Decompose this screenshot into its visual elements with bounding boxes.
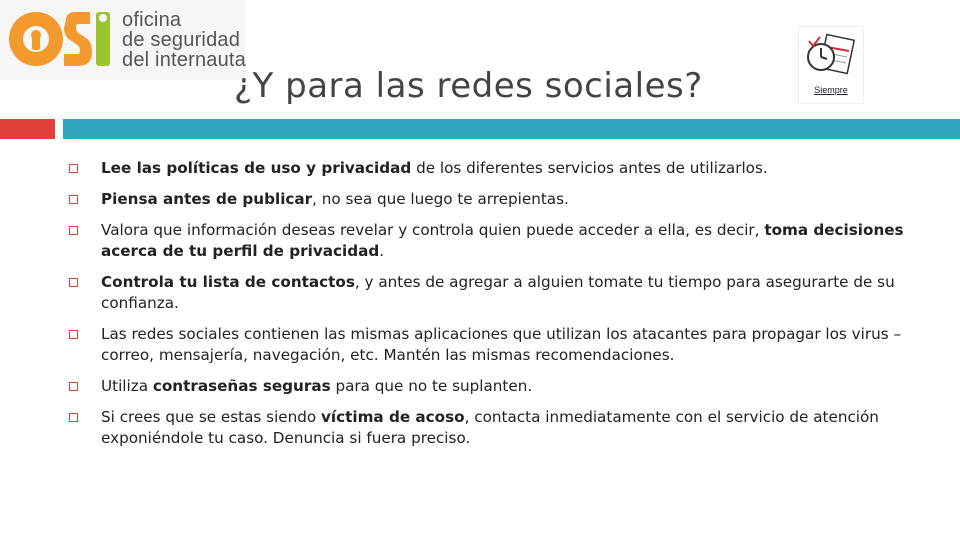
bullet-item <box>66 407 926 449</box>
bullet-item <box>66 324 926 366</box>
bullet-text: Valora que información deseas revelar y controla quien puede acceder a ella, es decir, <box>101 221 765 239</box>
bullet-marker-icon <box>69 164 78 173</box>
logo-line-2: de seguridad <box>122 29 241 51</box>
bullet-item <box>66 272 926 314</box>
bullet-text: de los diferentes servicios antes de utilizarlos. <box>411 159 768 177</box>
bullet-marker-icon <box>69 278 78 287</box>
bullet-bold: Controla tu lista de contactos <box>101 273 355 291</box>
calendar-clock-icon <box>805 31 857 83</box>
bullet-bold: contraseñas seguras <box>152 377 331 395</box>
bullet-text: para que no te suplanten. <box>330 377 533 395</box>
bullet-text: , no sea que luego te arrepientas. <box>312 190 569 208</box>
bullet-item <box>66 158 926 179</box>
bullet-marker-icon <box>69 195 78 204</box>
bullet-text: Las redes sociales contienen las mismas aplicaciones que utilizan los atacantes para propagar los virus –correo, mensajería, navegación, etc. Mantén las mismas recomendaciones. <box>101 325 902 364</box>
bullet-text: , y antes de agregar a alguien tomate tu tiempo para asegurarte de su confianza. <box>101 273 895 312</box>
bullet-bold: víctima de acoso <box>321 408 465 426</box>
bullet-marker-icon <box>69 413 78 422</box>
bullet-text: Si crees que se estas siendo <box>101 408 322 426</box>
bullet-item <box>66 189 926 210</box>
bullet-text: , contacta inmediatamente con el servicio de atención exponiéndole tu caso. Denuncia si fuera preciso. <box>101 408 879 447</box>
osi-logo-mark-icon <box>6 6 116 72</box>
bullet-bold: toma decisiones acerca de tu perfil de privacidad <box>101 221 904 260</box>
bullet-bold: Piensa antes de publicar <box>101 190 313 208</box>
clipart-caption: Siempre <box>814 85 848 95</box>
bullet-list <box>66 158 926 459</box>
bullet-item <box>66 376 926 397</box>
slide-title: ¿Y para las redes sociales? <box>234 66 703 106</box>
header-bar-red <box>0 119 55 139</box>
bullet-text: Utiliza <box>101 377 153 395</box>
logo-line-3: del internauta <box>122 49 247 71</box>
bullet-item <box>66 220 926 262</box>
bullet-text: . <box>379 242 385 260</box>
calendar-clipart <box>798 26 864 104</box>
logo-line-1: oficina <box>122 9 182 31</box>
osi-logo <box>0 0 246 80</box>
bullet-marker-icon <box>69 382 78 391</box>
header-bar-teal <box>63 119 960 139</box>
logo-wordmark <box>122 10 246 70</box>
bullet-marker-icon <box>69 226 78 235</box>
bullet-bold: Lee las políticas de uso y privacidad <box>101 159 412 177</box>
bullet-marker-icon <box>69 330 78 339</box>
